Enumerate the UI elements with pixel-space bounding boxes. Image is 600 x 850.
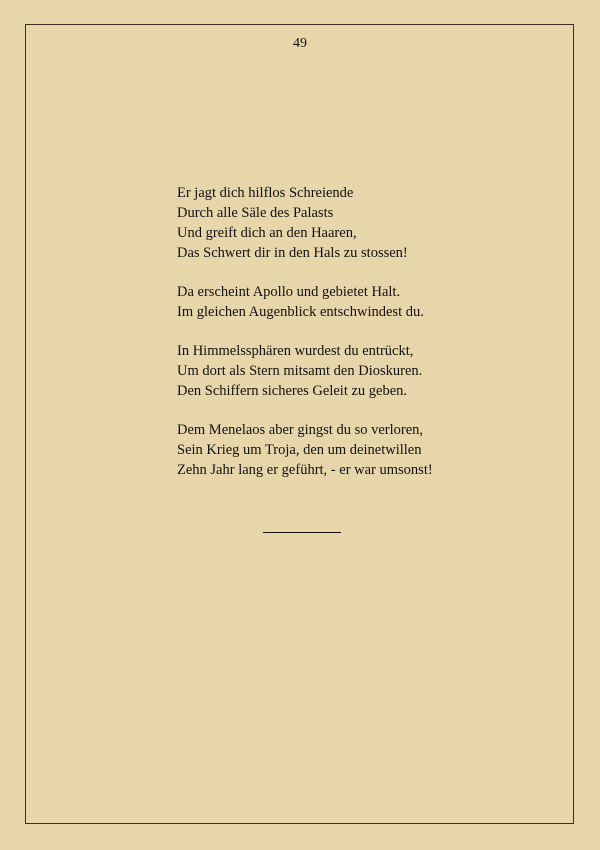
section-divider xyxy=(263,532,341,533)
stanza xyxy=(177,282,433,322)
poem-line: Zehn Jahr lang er geführt, - er war umsonst! xyxy=(177,462,433,478)
poem-line: Und greift dich an den Haaren, xyxy=(177,225,357,241)
poem xyxy=(177,183,433,499)
poem-line: Um dort als Stern mitsamt den Dioskuren. xyxy=(177,363,423,379)
stanza xyxy=(177,341,433,401)
poem-line: Das Schwert dir in den Hals zu stossen! xyxy=(177,245,408,261)
stanza xyxy=(177,183,433,263)
poem-line: Sein Krieg um Troja, den um deinetwillen xyxy=(177,442,422,458)
poem-line: Da erscheint Apollo und gebietet Halt. xyxy=(177,284,401,300)
poem-line: Den Schiffern sicheres Geleit zu geben. xyxy=(177,383,408,399)
poem-line: In Himmelssphären wurdest du entrückt, xyxy=(177,343,414,359)
page-number: 49 xyxy=(293,36,307,51)
poem-line: Er jagt dich hilflos Schreiende xyxy=(177,185,354,201)
poem-line: Durch alle Säle des Palasts xyxy=(177,205,334,221)
poem-line: Dem Menelaos aber gingst du so verloren, xyxy=(177,422,424,438)
stanza xyxy=(177,420,433,480)
poem-line: Im gleichen Augenblick entschwindest du. xyxy=(177,304,424,320)
